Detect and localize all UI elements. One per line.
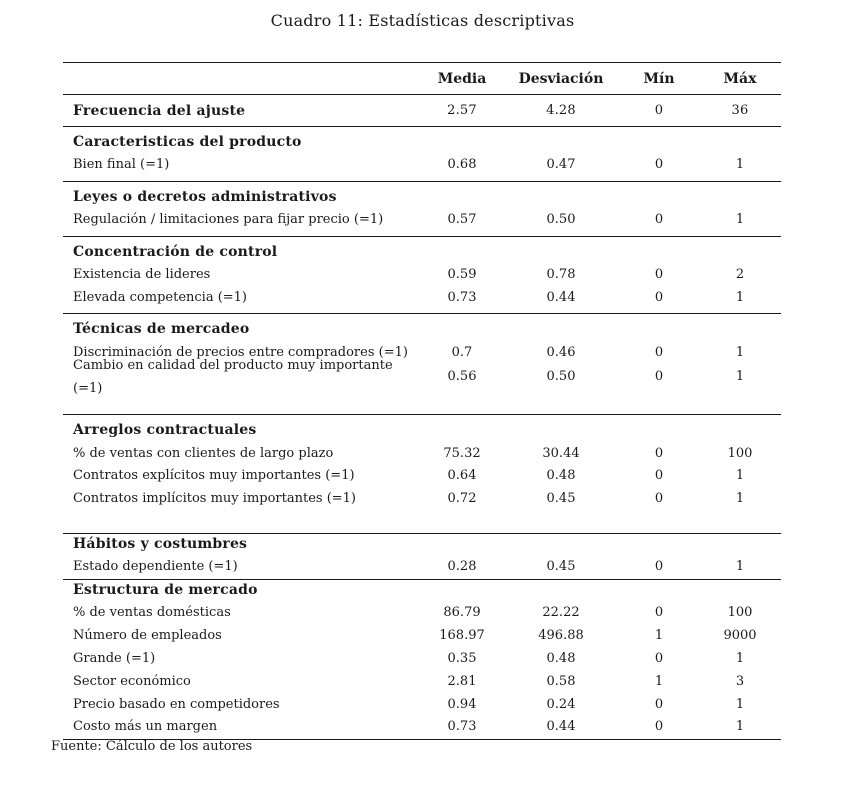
table-row bbox=[63, 465, 781, 487]
table-cell: 0.45 bbox=[546, 559, 576, 574]
table-cell: 1 bbox=[735, 345, 745, 360]
section-title bbox=[63, 533, 781, 557]
table-cell: 100 bbox=[727, 446, 753, 461]
table-row bbox=[63, 154, 781, 176]
table-rule bbox=[63, 313, 781, 314]
table-cell: 1 bbox=[735, 697, 745, 712]
table-cell: 0 bbox=[654, 468, 664, 483]
table-row bbox=[63, 209, 781, 231]
table-cell: 0.47 bbox=[546, 157, 576, 172]
row-label: % de ventas con clientes de largo plazo bbox=[73, 446, 334, 461]
table-cell: 1 bbox=[654, 628, 664, 643]
row-label: Estado dependiente (=1) bbox=[73, 559, 238, 574]
table-cell: 0.24 bbox=[546, 697, 576, 712]
row-label: Existencia de lideres bbox=[73, 267, 211, 282]
table-cell: 0 bbox=[654, 103, 664, 118]
table-cell: 1 bbox=[735, 369, 745, 384]
table-cell: 3 bbox=[735, 674, 745, 689]
table-cell: 0.28 bbox=[447, 559, 477, 574]
row-label: Sector económico bbox=[73, 674, 191, 689]
table-row bbox=[63, 716, 781, 738]
table-cell: 0 bbox=[654, 345, 664, 360]
table-cell: 86.79 bbox=[443, 605, 481, 620]
table-cell: 0.56 bbox=[447, 369, 477, 384]
table-cell: 0.45 bbox=[546, 491, 576, 506]
row-label: % de ventas domésticas bbox=[73, 605, 231, 620]
frequency-row bbox=[63, 100, 781, 122]
table-cell: 0 bbox=[654, 267, 664, 282]
table-cell: 0.50 bbox=[546, 369, 576, 384]
table-cell: 0.68 bbox=[447, 157, 477, 172]
table-cell: 1 bbox=[735, 559, 745, 574]
column-header: Media bbox=[437, 71, 487, 87]
table-cell: 0 bbox=[654, 697, 664, 712]
table-cell: 0.64 bbox=[447, 468, 477, 483]
row-label: Frecuencia del ajuste bbox=[73, 103, 246, 119]
table-row bbox=[63, 625, 781, 647]
column-header: Máx bbox=[723, 71, 757, 87]
table-cell: 0.44 bbox=[546, 719, 576, 734]
table-cell: 2.57 bbox=[447, 103, 477, 118]
row-label: Arreglos contractuales bbox=[73, 422, 257, 438]
table-row bbox=[63, 488, 781, 510]
column-header: Mín bbox=[643, 71, 675, 87]
table-cell: 1 bbox=[735, 468, 745, 483]
table-cell: 1 bbox=[735, 719, 745, 734]
table-cell: 9000 bbox=[723, 628, 757, 643]
table-row bbox=[63, 671, 781, 693]
row-label: Contratos explícitos muy importantes (=1) bbox=[73, 468, 355, 483]
table-cell: 4.28 bbox=[546, 103, 576, 118]
table-row bbox=[63, 556, 781, 578]
row-label: Regulación / limitaciones para fijar precio (=1) bbox=[73, 212, 384, 227]
table-rule bbox=[63, 181, 781, 182]
table-cell: 0 bbox=[654, 369, 664, 384]
table-row bbox=[63, 443, 781, 465]
table-cell: 0.72 bbox=[447, 491, 477, 506]
row-label: Leyes o decretos administrativos bbox=[73, 189, 337, 205]
table-row bbox=[63, 264, 781, 286]
table-cell: 0 bbox=[654, 491, 664, 506]
table-cell: 0.78 bbox=[546, 267, 576, 282]
row-label: Discriminación de precios entre compradores (=1) bbox=[73, 345, 408, 360]
table-cell: 1 bbox=[735, 290, 745, 305]
table-cell: 0 bbox=[654, 559, 664, 574]
source-note: Fuente: Cálculo de los autores bbox=[51, 739, 253, 754]
table-rule bbox=[63, 126, 781, 127]
table-cell: 0.44 bbox=[546, 290, 576, 305]
table-cell: 0.48 bbox=[546, 468, 576, 483]
table-cell: 1 bbox=[735, 212, 745, 227]
table-cell: 0.48 bbox=[546, 651, 576, 666]
table-cell: 100 bbox=[727, 605, 753, 620]
section-title bbox=[63, 579, 781, 603]
table-rule bbox=[63, 94, 781, 95]
table-cell: 36 bbox=[731, 103, 749, 118]
table-rule bbox=[63, 62, 781, 63]
table-caption: Cuadro 11: Estadísticas descriptivas bbox=[270, 11, 575, 30]
table-cell: 0.59 bbox=[447, 267, 477, 282]
table-cell: 1 bbox=[735, 651, 745, 666]
table-cell: 0 bbox=[654, 290, 664, 305]
row-label: Bien final (=1) bbox=[73, 157, 170, 172]
row-label: Concentración de control bbox=[73, 244, 278, 260]
header-row bbox=[63, 67, 781, 91]
table-cell: 0.7 bbox=[451, 345, 473, 360]
row-label: Costo más un margen bbox=[73, 719, 218, 734]
row-label: Precio basado en competidores bbox=[73, 697, 280, 712]
section-title bbox=[63, 241, 781, 265]
table-cell: 2.81 bbox=[447, 674, 477, 689]
section-title bbox=[63, 419, 781, 443]
row-label: Elevada competencia (=1) bbox=[73, 290, 248, 305]
section-title bbox=[63, 318, 781, 342]
table-cell: 0.94 bbox=[447, 697, 477, 712]
table-row bbox=[63, 602, 781, 624]
row-label: Técnicas de mercadeo bbox=[73, 321, 250, 337]
table-cell: 0 bbox=[654, 719, 664, 734]
table-cell: 30.44 bbox=[542, 446, 580, 461]
row-label: Grande (=1) bbox=[73, 651, 156, 666]
row-label-continuation: (=1) bbox=[73, 381, 103, 396]
section-title bbox=[63, 186, 781, 210]
table-row bbox=[63, 287, 781, 309]
column-header: Desviación bbox=[518, 71, 604, 87]
table-cell: 0 bbox=[654, 157, 664, 172]
table-cell: 1 bbox=[735, 157, 745, 172]
table-cell: 0 bbox=[654, 605, 664, 620]
table-row bbox=[63, 355, 781, 400]
row-label: Estructura de mercado bbox=[73, 582, 258, 598]
table-cell: 0.73 bbox=[447, 719, 477, 734]
table-row bbox=[63, 648, 781, 670]
table-cell: 0 bbox=[654, 446, 664, 461]
table-cell: 0.35 bbox=[447, 651, 477, 666]
table-cell: 0 bbox=[654, 651, 664, 666]
table-rule bbox=[63, 236, 781, 237]
table-cell: 0 bbox=[654, 212, 664, 227]
section-title bbox=[63, 131, 781, 155]
table-cell: 0.73 bbox=[447, 290, 477, 305]
table-cell: 75.32 bbox=[443, 446, 481, 461]
table-cell: 1 bbox=[735, 491, 745, 506]
table-cell: 0.46 bbox=[546, 345, 576, 360]
table-cell: 0.58 bbox=[546, 674, 576, 689]
table-rule bbox=[63, 414, 781, 415]
table-cell: 0.50 bbox=[546, 212, 576, 227]
table-cell: 168.97 bbox=[439, 628, 485, 643]
table-cell: 0.57 bbox=[447, 212, 477, 227]
table-cell: 22.22 bbox=[542, 605, 580, 620]
row-label: Número de empleados bbox=[73, 628, 222, 643]
row-label: Contratos implícitos muy importantes (=1) bbox=[73, 491, 357, 506]
row-label: Cambio en calidad del producto muy importante bbox=[73, 358, 393, 373]
row-label: Hábitos y costumbres bbox=[73, 536, 248, 552]
table-cell: 1 bbox=[654, 674, 664, 689]
table-cell: 496.88 bbox=[538, 628, 584, 643]
table-row bbox=[63, 694, 781, 716]
table-cell: 2 bbox=[735, 267, 745, 282]
row-label: Caracteristicas del producto bbox=[73, 134, 302, 150]
